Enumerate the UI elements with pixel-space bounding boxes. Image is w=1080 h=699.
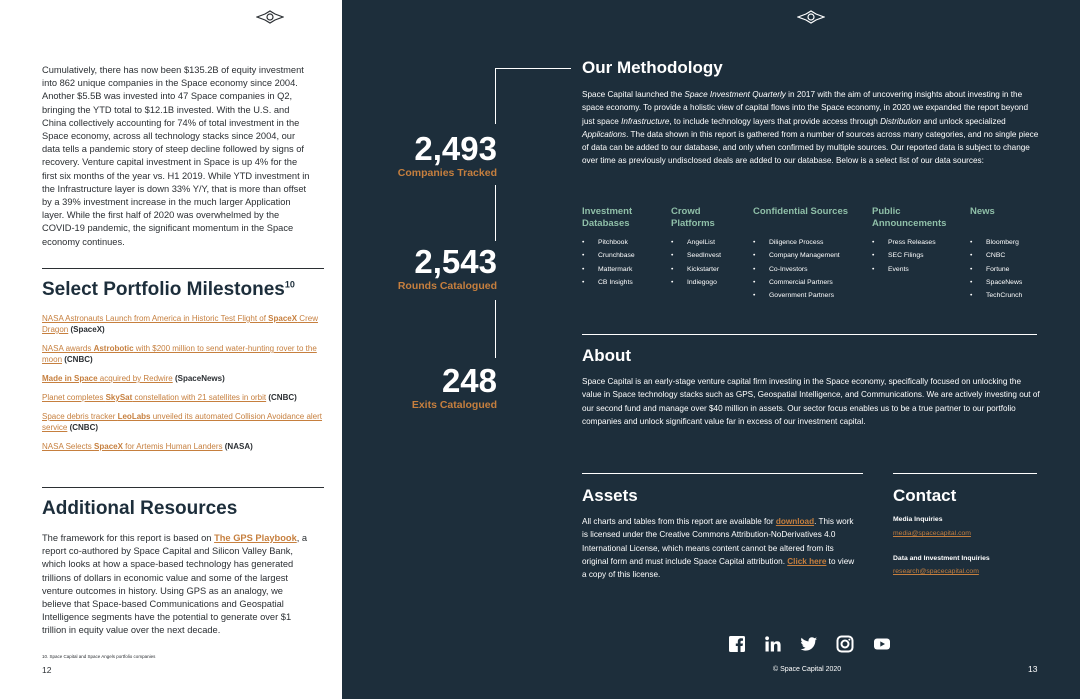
stat-value: 248 — [441, 362, 497, 399]
stat-label: Companies Tracked — [397, 167, 497, 179]
methodology-heading: Our Methodology — [582, 58, 723, 77]
page-number: 12 — [42, 665, 52, 675]
connector-line — [495, 185, 496, 241]
source-column — [872, 206, 964, 276]
gps-playbook-link[interactable]: The GPS Playbook — [214, 533, 297, 543]
about-heading: About — [582, 346, 632, 365]
resources-paragraph: The framework for this report is based on The GPS Playbook, a report co-authored by Space Capital and Silicon Valley Bank, which looks at how a space-based technology has generated trillions of dollars in economic value and some of the largest venture outcomes in history. Using GPS as an analogy, we believe that Space-based Communications and Geospatial Intelligence segments have the potential to generate over $1 trillion in equity value over the next decade. — [42, 533, 308, 636]
source-column — [671, 206, 743, 289]
milestone-link[interactable]: Space debris tracker LeoLabs unveiled its automated Collision Avoidance alert service (CNBC) — [42, 412, 323, 432]
divider — [893, 473, 1037, 474]
connector-line — [495, 68, 571, 69]
contact-heading: Contact — [893, 486, 957, 505]
source-item: • SeedInvest — [671, 249, 743, 262]
stat-label: Rounds Catalogued — [397, 280, 497, 292]
source-item: • Mattermark — [582, 263, 662, 276]
media-email-link[interactable]: media@spacecapital.com — [893, 530, 971, 537]
source-column-heading: Public Announcements — [872, 206, 947, 229]
milestone-link[interactable]: Made in Space acquired by Redwire (SpaceNews) — [42, 374, 225, 383]
source-item: • Fortune — [970, 263, 1042, 276]
milestone-link[interactable]: NASA Astronauts Launch from America in Historic Test Flight of SpaceX Crew Dragon (SpaceX) — [42, 314, 318, 334]
source-column — [582, 206, 662, 289]
source-item: • Co-Investors — [753, 263, 863, 276]
divider — [42, 268, 324, 269]
source-item: • Kickstarter — [671, 263, 743, 276]
milestone-link[interactable]: NASA Selects SpaceX for Artemis Human Landers (NASA) — [42, 442, 253, 451]
source-item: • AngelList — [671, 236, 743, 249]
data-inquiries-label: Data and Investment Inquiries — [893, 555, 990, 562]
research-email-link[interactable]: research@spacecapital.com — [893, 568, 979, 575]
footnote: 10. Space Capital and Space Angels portfolio companies — [42, 654, 156, 659]
facebook-icon[interactable] — [728, 635, 746, 653]
source-item: • Press Releases — [872, 236, 964, 249]
source-item: • TechCrunch — [970, 289, 1042, 302]
connector-line — [495, 68, 496, 124]
source-item: • Indiegogo — [671, 276, 743, 289]
download-link[interactable]: download — [775, 517, 815, 526]
source-item: • CB Insights — [582, 276, 662, 289]
source-column-heading: News — [970, 206, 995, 217]
divider — [582, 334, 1037, 335]
media-inquiries-label: Media Inquiries — [893, 516, 943, 523]
linkedin-icon[interactable] — [764, 635, 782, 653]
stat-value: 2,493 — [414, 130, 497, 167]
space-capital-logo-icon — [256, 10, 284, 24]
source-column — [970, 206, 1042, 302]
license-link[interactable]: Click here — [787, 556, 827, 566]
space-capital-logo-icon — [797, 10, 825, 24]
stat-label: Exits Catalogued — [411, 399, 497, 411]
source-item: • Company Management — [753, 249, 863, 262]
right-page — [342, 0, 1080, 699]
source-column-heading: Confidential Sources — [753, 206, 849, 217]
milestone-link[interactable]: Planet completes SkySat constellation with 21 satellites in orbit (CNBC) — [42, 393, 297, 402]
instagram-icon[interactable] — [836, 635, 854, 653]
source-column — [753, 206, 863, 302]
intro-paragraph: Cumulatively, there has now been $135.2B of equity investment into 862 unique companies in the Space economy since 2004. Another $5.5B was invested into 47 Space companies in Q2, bringing the YTD total to $12.1B invested. With the U.S. and China collectively accounting for 74% of total investment in the Space economy, across all technology stacks since 2004, our data tells a pandemic story of steep decline followed by signs of recovery. Venture capital investment in Space is up 4% for the first six months of the year vs. H1 2019. While YTD investment in the Infrastructure layer is down 33% Y/Y, that is more than offset by a 39% investment increase in the much larger Application layer. While the first half of 2020 was overwhelmed by the COVID-19 pandemic, the significant momentum in the Space economy continues. — [42, 65, 310, 247]
stat-exits — [412, 364, 497, 411]
milestones-heading: Select Portfolio Milestones$^{10}$ — [42, 279, 295, 300]
about-paragraph: Space Capital is an early-stage venture capital firm investing in the Space economy, specifically focused on unlocking the value in Space technology stacks such as GPS, Geospatial Intelligence, and Communications. We are actively investing out of our second fund and manage over $40 million in assets. Our sector focus enables us to be a true partner to our portfolio companies and unlock significant value far in excess of our investment capital. — [582, 377, 1040, 426]
source-column-heading: Crowd Platforms — [671, 206, 715, 229]
methodology-paragraph: Space Capital launched the Space Investment Quarterly in 2017 with the aim of uncovering insights about investing in the space economy. To provide a holistic view of capital flows into the Space economy, in 2020 we expanded the report beyond just space Infrastructure, to include technology layers that provide access through Distribution and unlock specialized Applications. The data shown in this report is gathered from a number of sources across many categories, and no single piece of data can be added to our database, and only when confirmed by multiple sources. Our reported data is subject to change over time as previously undisclosed deals are added to our database. Below is a select list of our data sources: — [582, 90, 1039, 166]
source-item: • Pitchbook — [582, 236, 662, 249]
source-item: • Crunchbase — [582, 249, 662, 262]
page-number: 13 — [1028, 664, 1038, 674]
source-item: • Diligence Process — [753, 236, 863, 249]
source-item: • Government Partners — [753, 289, 863, 302]
left-page — [0, 0, 342, 699]
source-item: • Events — [872, 263, 964, 276]
source-item: • CNBC — [970, 249, 1042, 262]
stat-value: 2,543 — [414, 243, 497, 280]
copyright: © Space Capital 2020 — [773, 666, 842, 673]
divider — [582, 473, 863, 474]
milestones-list — [42, 313, 322, 460]
source-item: • SEC Filings — [872, 249, 964, 262]
source-item: • SpaceNews — [970, 276, 1042, 289]
source-item: • Commercial Partners — [753, 276, 863, 289]
youtube-icon[interactable] — [873, 635, 891, 653]
milestone-link[interactable]: NASA awards Astrobotic with $200 million to send water-hunting rover to the moon (CNBC) — [42, 344, 317, 364]
source-item: • Bloomberg — [970, 236, 1042, 249]
resources-heading: Additional Resources — [42, 498, 238, 519]
stat-companies — [398, 132, 497, 179]
source-column-heading: Investment Databases — [582, 206, 633, 229]
assets-heading: Assets — [582, 486, 638, 505]
stat-rounds — [398, 245, 497, 292]
connector-line — [495, 300, 496, 358]
divider — [42, 487, 324, 488]
assets-paragraph: All charts and tables from this report are available for download. This work is licensed under the Creative Commons Attribution-NoDerivatives 4.0 International License, which means content cannot be altered from its original form and must include Space Capital attribution. Click here to view a copy of this license. — [582, 517, 855, 580]
twitter-icon[interactable] — [800, 635, 818, 653]
